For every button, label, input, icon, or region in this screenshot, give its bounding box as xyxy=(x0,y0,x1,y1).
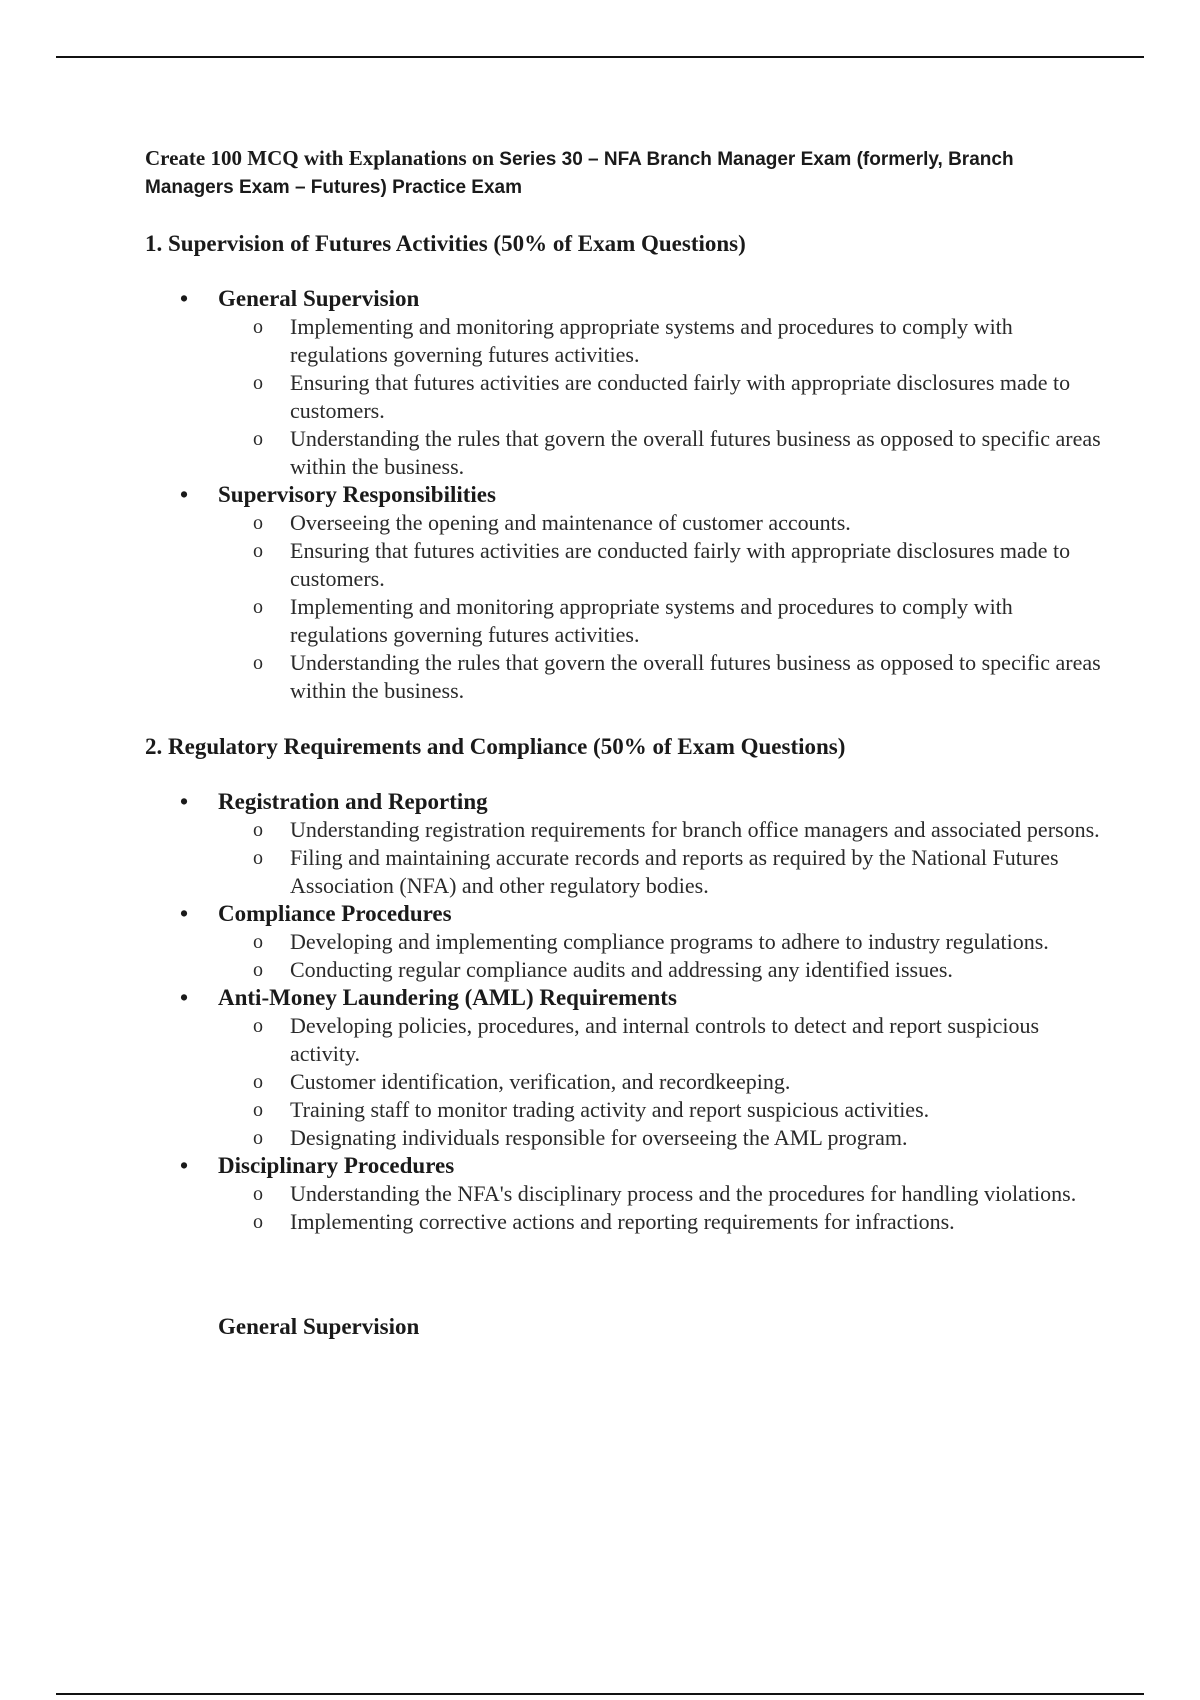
section-heading-2: 2. Regulatory Requirements and Compliance (50% of Exam Questions) xyxy=(145,734,846,759)
sub-bullet-icon: o xyxy=(253,596,263,618)
sub-bullet-icon: o xyxy=(253,959,263,981)
list-item: o Customer identification, verification, and recordkeeping. xyxy=(253,1069,791,1094)
list-item: o Understanding the rules that govern the overall futures business as opposed to specific areas within the business. xyxy=(253,426,1101,479)
sub-bullet-icon: o xyxy=(253,1211,263,1233)
sub-bullet-icon: o xyxy=(253,847,263,869)
topic-title: Compliance Procedures xyxy=(218,901,452,926)
list-item: o Implementing corrective actions and reporting requirements for infractions. xyxy=(253,1209,955,1234)
topic-disciplinary-procedures xyxy=(145,1152,1105,1180)
topic-title: Registration and Reporting xyxy=(218,789,488,814)
list-item: o Overseeing the opening and maintenance of customer accounts. xyxy=(253,510,851,535)
sub-bullet-icon: o xyxy=(253,512,263,534)
topic-title: Disciplinary Procedures xyxy=(218,1153,455,1178)
sub-bullet-icon: o xyxy=(253,540,263,562)
list-item: o Filing and maintaining accurate records and reports as required by the National Futures Association (NFA) and other regulatory bodies. xyxy=(253,845,1059,898)
list-item: o Conducting regular compliance audits and addressing any identified issues. xyxy=(253,957,953,982)
bullet-icon: • xyxy=(180,789,189,814)
sub-bullet-icon: o xyxy=(253,1183,263,1205)
document-title xyxy=(145,145,1105,201)
list-item: o Designating individuals responsible for overseeing the AML program. xyxy=(253,1125,908,1150)
list-item: o Understanding the NFA's disciplinary process and the procedures for handling violations. xyxy=(253,1181,1077,1206)
topic-title: Anti-Money Laundering (AML) Requirements xyxy=(218,985,677,1010)
sub-bullet-icon: o xyxy=(253,652,263,674)
list-item: o Understanding the rules that govern the overall futures business as opposed to specific areas within the business. xyxy=(253,650,1101,703)
sub-bullet-icon: o xyxy=(253,1071,263,1093)
bottom-rule xyxy=(56,1693,1144,1695)
title-part-1: Create 100 MCQ with Explanations on xyxy=(145,146,500,170)
topic-compliance-procedures xyxy=(145,900,1105,928)
topic-aml-requirements xyxy=(145,984,1105,1012)
bullet-icon: • xyxy=(180,286,189,311)
sub-bullet-icon: o xyxy=(253,428,263,450)
bullet-icon: • xyxy=(180,1153,189,1178)
topic-registration-and-reporting xyxy=(145,788,1105,816)
list-item: o Understanding registration requirements for branch office managers and associated persons. xyxy=(253,817,1100,842)
sub-bullet-icon: o xyxy=(253,316,263,338)
topic-supervisory-responsibilities xyxy=(145,481,1105,509)
topic-title: General Supervision xyxy=(218,286,420,311)
list-item: o Ensuring that futures activities are conducted fairly with appropriate disclosures made to customers. xyxy=(253,370,1071,423)
section-heading-1: 1. Supervision of Futures Activities (50% of Exam Questions) xyxy=(145,231,746,256)
sub-bullet-icon: o xyxy=(253,372,263,394)
top-rule xyxy=(56,56,1144,58)
list-item: o Developing policies, procedures, and internal controls to detect and report suspicious activity. xyxy=(253,1013,1040,1066)
sub-bullet-icon: o xyxy=(253,819,263,841)
trailing-heading-text: General Supervision xyxy=(218,1314,420,1339)
list-item: o Developing and implementing compliance programs to adhere to industry regulations. xyxy=(253,929,1049,954)
list-item: o Training staff to monitor trading activity and report suspicious activities. xyxy=(253,1097,930,1122)
sub-bullet-icon: o xyxy=(253,931,263,953)
list-item: o Implementing and monitoring appropriate systems and procedures to comply with regulations governing futures activities. xyxy=(253,314,1013,367)
bullet-icon: • xyxy=(180,482,189,507)
topic-general-supervision xyxy=(145,285,1105,313)
sub-bullet-icon: o xyxy=(253,1127,263,1149)
bullet-icon: • xyxy=(180,901,189,926)
list-item: o Implementing and monitoring appropriate systems and procedures to comply with regulations governing futures activities. xyxy=(253,594,1013,647)
title-part-2: Series 30 – NFA Branch Manager Exam (formerly, Branch Managers Exam – Futures) Practice Exam xyxy=(145,149,1014,198)
list-item: o Ensuring that futures activities are conducted fairly with appropriate disclosures made to customers. xyxy=(253,538,1071,591)
topic-title: Supervisory Responsibilities xyxy=(218,482,496,507)
trailing-heading xyxy=(145,1313,1105,1341)
bullet-icon: • xyxy=(180,985,189,1010)
sub-bullet-icon: o xyxy=(253,1099,263,1121)
sub-bullet-icon: o xyxy=(253,1015,263,1037)
document-body xyxy=(145,145,1105,1341)
